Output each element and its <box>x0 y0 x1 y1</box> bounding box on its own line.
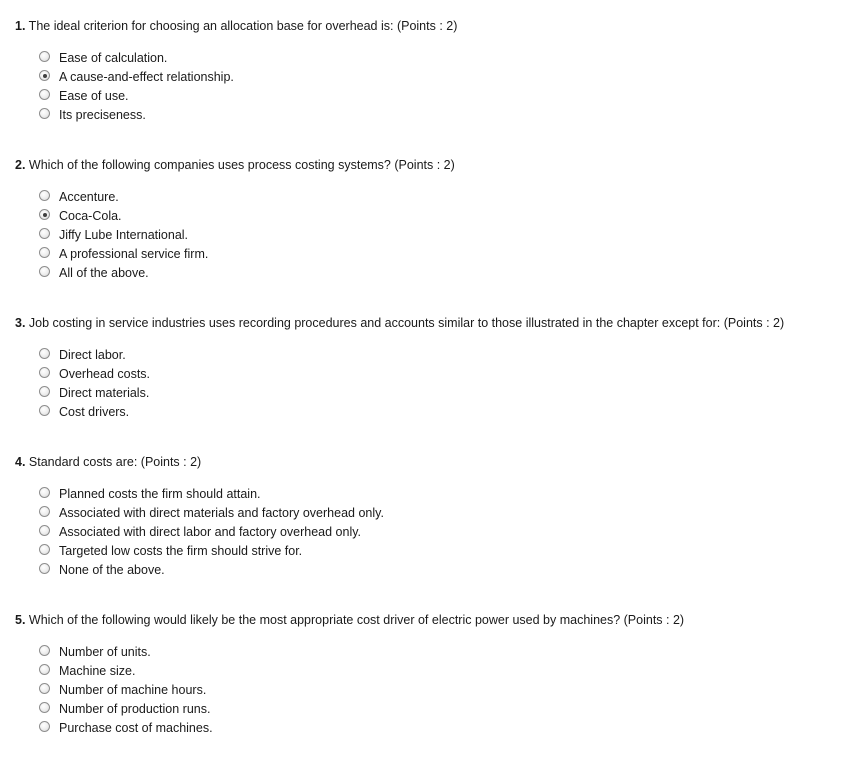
answer-label[interactable]: Number of production runs. <box>59 702 211 716</box>
radio-button[interactable] <box>39 721 50 732</box>
answer-label[interactable]: Purchase cost of machines. <box>59 721 213 735</box>
radio-button[interactable] <box>39 487 50 498</box>
radio-button[interactable] <box>39 683 50 694</box>
radio-button[interactable] <box>39 228 50 239</box>
answer-label[interactable]: Ease of use. <box>59 89 129 103</box>
question-prompt: Standard costs are: (Points : 2) <box>25 455 202 469</box>
question-5 <box>15 612 856 738</box>
question-prompt: Job costing in service industries uses recording procedures and accounts similar to those illustrated in the chapter except for: (Points : 2) <box>25 316 785 330</box>
answer-label[interactable]: Ease of calculation. <box>59 51 168 65</box>
answer-label[interactable]: Machine size. <box>59 664 136 678</box>
radio-button[interactable] <box>39 70 50 81</box>
question-number: 3. <box>15 316 26 330</box>
question-prompt: The ideal criterion for choosing an allocation base for overhead is: (Points : 2) <box>25 19 458 33</box>
radio-button[interactable] <box>39 702 50 713</box>
radio-button[interactable] <box>39 190 50 201</box>
answer-label[interactable]: Its preciseness. <box>59 108 146 122</box>
answer-options <box>39 188 856 283</box>
answer-label[interactable]: Direct materials. <box>59 386 150 400</box>
radio-button[interactable] <box>39 367 50 378</box>
radio-button[interactable] <box>39 209 50 220</box>
answer-label[interactable]: Associated with direct labor and factory overhead only. <box>59 525 362 539</box>
answer-option[interactable] <box>39 700 856 719</box>
radio-button[interactable] <box>39 348 50 359</box>
answer-option[interactable] <box>39 384 856 403</box>
answer-option[interactable] <box>39 87 856 106</box>
answer-label[interactable]: Associated with direct materials and factory overhead only. <box>59 506 384 520</box>
radio-button[interactable] <box>39 544 50 555</box>
question-prompt: Which of the following would likely be the most appropriate cost driver of electric power used by machines? (Points : 2) <box>25 613 685 627</box>
radio-button[interactable] <box>39 266 50 277</box>
question-3 <box>15 315 856 422</box>
radio-button[interactable] <box>39 506 50 517</box>
answer-label[interactable]: Number of units. <box>59 645 151 659</box>
question-text <box>15 315 856 331</box>
answer-label[interactable]: Planned costs the firm should attain. <box>59 487 261 501</box>
answer-label[interactable]: Accenture. <box>59 190 119 204</box>
question-number: 1. <box>15 19 26 33</box>
answer-option[interactable] <box>39 662 856 681</box>
answer-label[interactable]: Coca-Cola. <box>59 209 122 223</box>
answer-label[interactable]: Cost drivers. <box>59 405 130 419</box>
answer-option[interactable] <box>39 504 856 523</box>
answer-options <box>39 346 856 422</box>
answer-option[interactable] <box>39 643 856 662</box>
answer-option[interactable] <box>39 226 856 245</box>
answer-option[interactable] <box>39 523 856 542</box>
question-text <box>15 18 856 34</box>
radio-button[interactable] <box>39 51 50 62</box>
answer-label[interactable]: Number of machine hours. <box>59 683 207 697</box>
question-text <box>15 612 856 628</box>
question-1 <box>15 18 856 125</box>
question-number: 5. <box>15 613 26 627</box>
radio-button[interactable] <box>39 563 50 574</box>
answer-option[interactable] <box>39 542 856 561</box>
answer-option[interactable] <box>39 188 856 207</box>
radio-button[interactable] <box>39 386 50 397</box>
answer-option[interactable] <box>39 264 856 283</box>
radio-button[interactable] <box>39 664 50 675</box>
answer-option[interactable] <box>39 719 856 738</box>
answer-option[interactable] <box>39 68 856 87</box>
radio-button[interactable] <box>39 645 50 656</box>
question-text <box>15 157 856 173</box>
answer-option[interactable] <box>39 681 856 700</box>
answer-option[interactable] <box>39 207 856 226</box>
answer-option[interactable] <box>39 561 856 580</box>
answer-options <box>39 49 856 125</box>
answer-label[interactable]: Jiffy Lube International. <box>59 228 189 242</box>
answer-option[interactable] <box>39 485 856 504</box>
answer-label[interactable]: A professional service firm. <box>59 247 209 261</box>
answer-option[interactable] <box>39 245 856 264</box>
radio-button[interactable] <box>39 247 50 258</box>
radio-button[interactable] <box>39 108 50 119</box>
answer-label[interactable]: Targeted low costs the firm should strive for. <box>59 544 303 558</box>
answer-option[interactable] <box>39 403 856 422</box>
answer-label[interactable]: A cause-and-effect relationship. <box>59 70 234 84</box>
answer-options <box>39 485 856 580</box>
question-text <box>15 454 856 470</box>
question-2 <box>15 157 856 283</box>
question-4 <box>15 454 856 580</box>
answer-options <box>39 643 856 738</box>
answer-option[interactable] <box>39 49 856 68</box>
answer-label[interactable]: None of the above. <box>59 563 165 577</box>
radio-button[interactable] <box>39 405 50 416</box>
answer-option[interactable] <box>39 346 856 365</box>
question-number: 4. <box>15 455 26 469</box>
answer-label[interactable]: All of the above. <box>59 266 149 280</box>
radio-button[interactable] <box>39 525 50 536</box>
question-prompt: Which of the following companies uses process costing systems? (Points : 2) <box>25 158 455 172</box>
radio-button[interactable] <box>39 89 50 100</box>
question-number: 2. <box>15 158 26 172</box>
answer-option[interactable] <box>39 365 856 384</box>
answer-option[interactable] <box>39 106 856 125</box>
answer-label[interactable]: Direct labor. <box>59 348 126 362</box>
answer-label[interactable]: Overhead costs. <box>59 367 151 381</box>
